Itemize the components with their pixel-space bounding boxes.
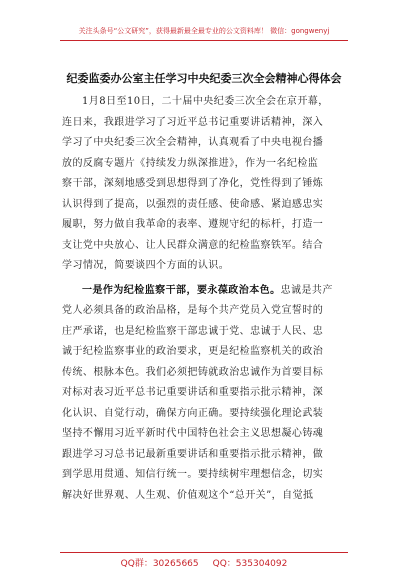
paragraph-line: 察干部，深刻地感受到思想得到了净化，党性得到了锤炼 bbox=[62, 178, 324, 189]
footer bbox=[0, 556, 408, 569]
paragraph-intro bbox=[62, 92, 350, 277]
paragraph-line: 党人必须具备的政治品格，是每个共产党员入党宣誓时的 bbox=[62, 305, 324, 316]
paragraph-line: 学习了中央纪委三次全会精神，认真观看了中央电视台播 bbox=[62, 137, 324, 148]
paragraph-line: 履职，努力做自我革命的表率、遵规守纪的标杆，打造一 bbox=[62, 219, 324, 230]
paragraph-heading: 一是作为纪检监察干部，要永葆政治本色。 bbox=[82, 284, 281, 296]
paragraph-line: 认识得到了提高，以强烈的责任感、使命感、紧迫感忠实 bbox=[62, 198, 324, 210]
paragraph-line: 解决好世界观、人生观、价值观这个“总开关”，自觉抵 bbox=[62, 489, 314, 501]
paragraph-line: 坚持不懈用习近平新时代中国特色社会主义思想凝心铸魂 bbox=[62, 428, 324, 439]
document-title: 纪委监委办公室主任学习中央纪委三次全会精神心得体会 bbox=[66, 72, 342, 85]
footer-qq: QQ：535304092 bbox=[212, 559, 288, 569]
document-body bbox=[62, 92, 350, 506]
paragraph-line: 庄严承诺，也是纪检监察干部忠诚于党、忠诚于人民、忠 bbox=[62, 325, 324, 337]
paragraph-line: 对标对表习近平总书记重要讲话和重要指示批示精神，深 bbox=[62, 387, 324, 398]
header-divider bbox=[60, 40, 348, 41]
paragraph-line: 传统、根脉本色。我们必须把铸就政治忠诚作为首要目标 bbox=[62, 366, 324, 378]
paragraph-political-loyalty bbox=[62, 281, 350, 507]
footer-divider bbox=[60, 552, 348, 553]
paragraph-first-line bbox=[62, 281, 350, 302]
paragraph-line: 诚于纪检监察事业的政治要求，更是纪检监察机关的政治 bbox=[62, 346, 324, 357]
paragraph-line: 放的反腐专题片《持续发力纵深推进》，作为一名纪检监 bbox=[62, 157, 319, 169]
paragraph-line-rest: 忠诚是共产 bbox=[280, 284, 333, 296]
paragraph-line: 1月8日至10日，二十届中央纪委三次全会在京开幕， bbox=[82, 96, 329, 107]
paragraph-line: 化认识、自觉行动，确保方向正确。要持续强化理论武装 bbox=[62, 407, 324, 419]
paragraph-line: 支让党中央放心、让人民群众满意的纪检监察铁军。结合 bbox=[62, 239, 324, 251]
paragraph-line: 跟进学习习总书记最新重要讲话和重要指示批示精神，做 bbox=[62, 448, 324, 460]
footer-qq-group: QQ群：30265665 bbox=[120, 559, 199, 569]
header-banner: 关注头条号“公文研究”，获得最新最全最专业的公文资料库！ 微信：gongwenyj bbox=[78, 27, 330, 35]
paragraph-line: 学习情况，简要谈四个方面的认识。 bbox=[62, 260, 230, 271]
paragraph-line: 连日来，我跟进学习了习近平总书记重要讲话精神，深入 bbox=[62, 116, 324, 128]
paragraph-line: 到学思用贯通、知信行统一。要持续树牢理想信念，切实 bbox=[62, 469, 324, 480]
